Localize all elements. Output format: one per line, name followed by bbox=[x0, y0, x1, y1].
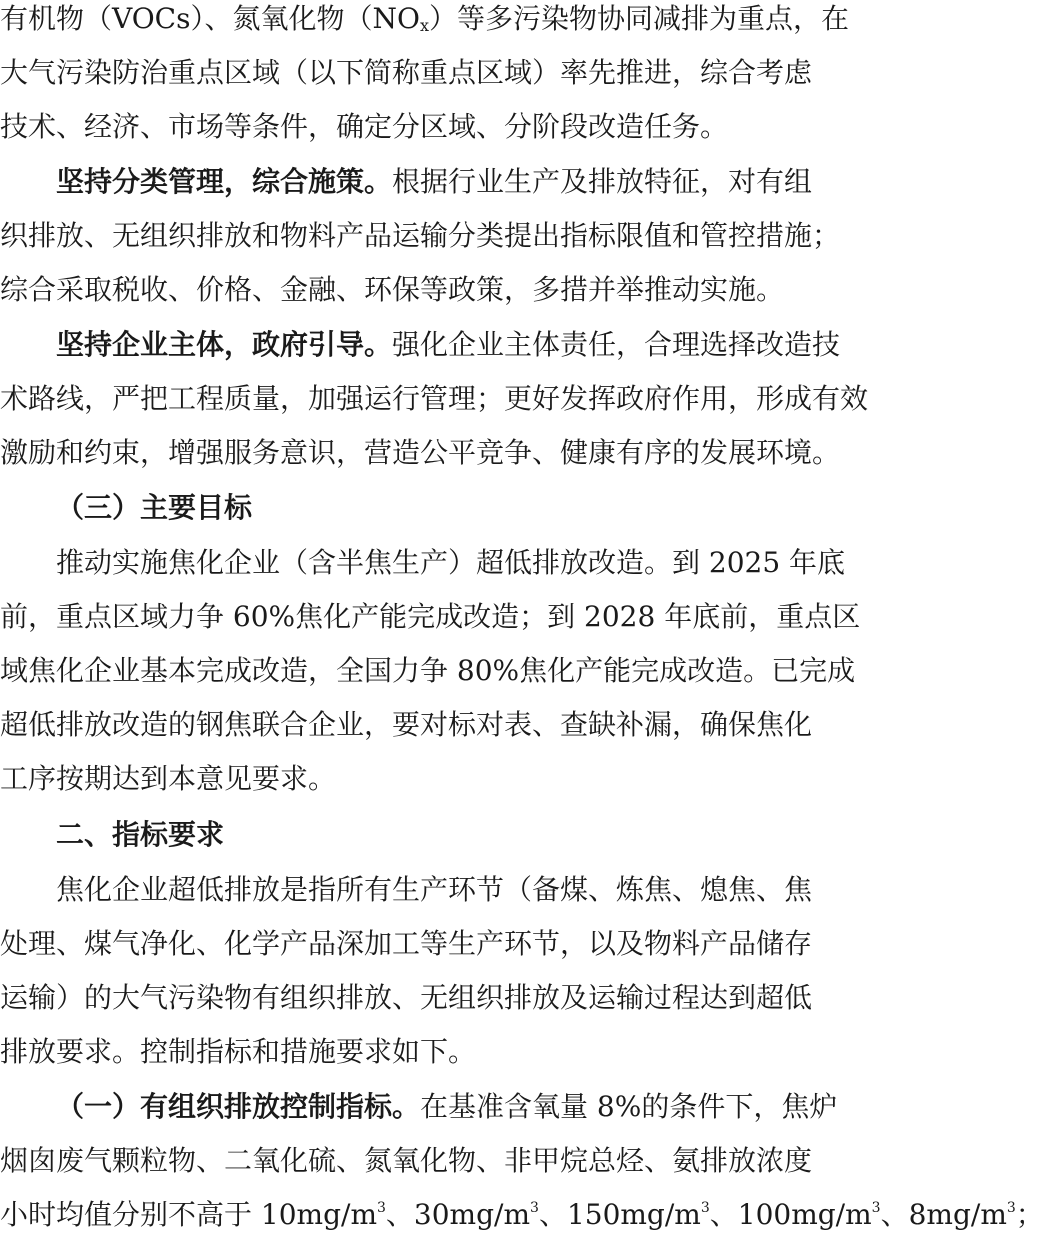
text-line: 推动实施焦化企业（含半焦生产）超低排放改造。到 2025 年底 bbox=[56, 546, 846, 579]
chapter-heading: 二、指标要求 bbox=[56, 818, 225, 851]
text-line bbox=[56, 1080, 838, 1134]
text-line: 焦化企业超低排放是指所有生产环节（备煤、炼焦、熄焦、焦 bbox=[56, 873, 813, 906]
text-line: 烟囱废气颗粒物、二氧化硫、氮氧化物、非甲烷总烃、氨排放浓度 bbox=[0, 1144, 813, 1177]
inline-heading: 坚持企业主体，政府引导。 bbox=[56, 328, 393, 361]
subscript: x bbox=[419, 16, 429, 35]
text-segment: ）等多污染物协同减排为重点，在 bbox=[428, 2, 849, 35]
superscript: 3 bbox=[530, 1200, 539, 1216]
text-line: 术路线，严把工程质量，加强运行管理；更好发挥政府作用，形成有效 bbox=[0, 382, 869, 415]
text-segment: 、100mg/m bbox=[709, 1198, 872, 1231]
text-segment: 强化企业主体责任，合理选择改造技 bbox=[392, 328, 841, 361]
text-line: 域焦化企业基本完成改造，全国力争 80%焦化产能完成改造。已完成 bbox=[0, 654, 856, 687]
text-segment: 、8mg/m bbox=[880, 1198, 1007, 1231]
text-segment: 有机物（VOCs）、氮氧化物（NO bbox=[0, 2, 420, 35]
text-segment: 根据行业生产及排放特征，对有组 bbox=[392, 165, 813, 198]
text-line bbox=[0, 0, 849, 46]
section-heading: （三）主要目标 bbox=[56, 491, 253, 524]
text-line: 织排放、无组织排放和物料产品运输分类提出指标限值和管控措施； bbox=[0, 219, 841, 252]
text-segment: 、30mg/m bbox=[385, 1198, 531, 1231]
text-line: 前，重点区域力争 60%焦化产能完成改造；到 2028 年底前，重点区 bbox=[0, 600, 861, 633]
text-line: 综合采取税收、价格、金融、环保等政策，多措并举推动实施。 bbox=[0, 273, 785, 306]
text-line bbox=[56, 318, 841, 372]
text-line: 处理、煤气净化、化学产品深加工等生产环节，以及物料产品储存 bbox=[0, 927, 813, 960]
text-line: 大气污染防治重点区域（以下简称重点区域）率先推进，综合考虑 bbox=[0, 56, 813, 89]
text-line bbox=[56, 155, 813, 209]
inline-heading: 坚持分类管理，综合施策。 bbox=[56, 165, 393, 198]
text-segment: 、150mg/m bbox=[538, 1198, 701, 1231]
text-line: 排放要求。控制指标和措施要求如下。 bbox=[0, 1035, 477, 1068]
superscript: 3 bbox=[377, 1200, 386, 1216]
inline-heading: （一）有组织排放控制指标。 bbox=[56, 1090, 421, 1123]
text-line: 超低排放改造的钢焦联合企业，要对标对表、查缺补漏，确保焦化 bbox=[0, 708, 813, 741]
text-line: 激励和约束，增强服务意识，营造公平竞争、健康有序的发展环境。 bbox=[0, 436, 841, 469]
superscript: 3 bbox=[700, 1200, 710, 1216]
superscript: 3 bbox=[871, 1200, 881, 1216]
text-segment: 小时均值分别不高于 10mg/m bbox=[0, 1198, 377, 1231]
text-segment: 在基准含氧量 8%的条件下，焦炉 bbox=[420, 1090, 838, 1123]
text-line: 运输）的大气污染物有组织排放、无组织排放及运输过程达到超低 bbox=[0, 981, 813, 1014]
text-line: 工序按期达到本意见要求。 bbox=[0, 762, 337, 795]
text-line: 技术、经济、市场等条件，确定分区域、分阶段改造任务。 bbox=[0, 110, 729, 143]
text-line bbox=[0, 1188, 1044, 1231]
superscript: 3 bbox=[1006, 1200, 1016, 1216]
text-segment: ； bbox=[1015, 1198, 1044, 1231]
